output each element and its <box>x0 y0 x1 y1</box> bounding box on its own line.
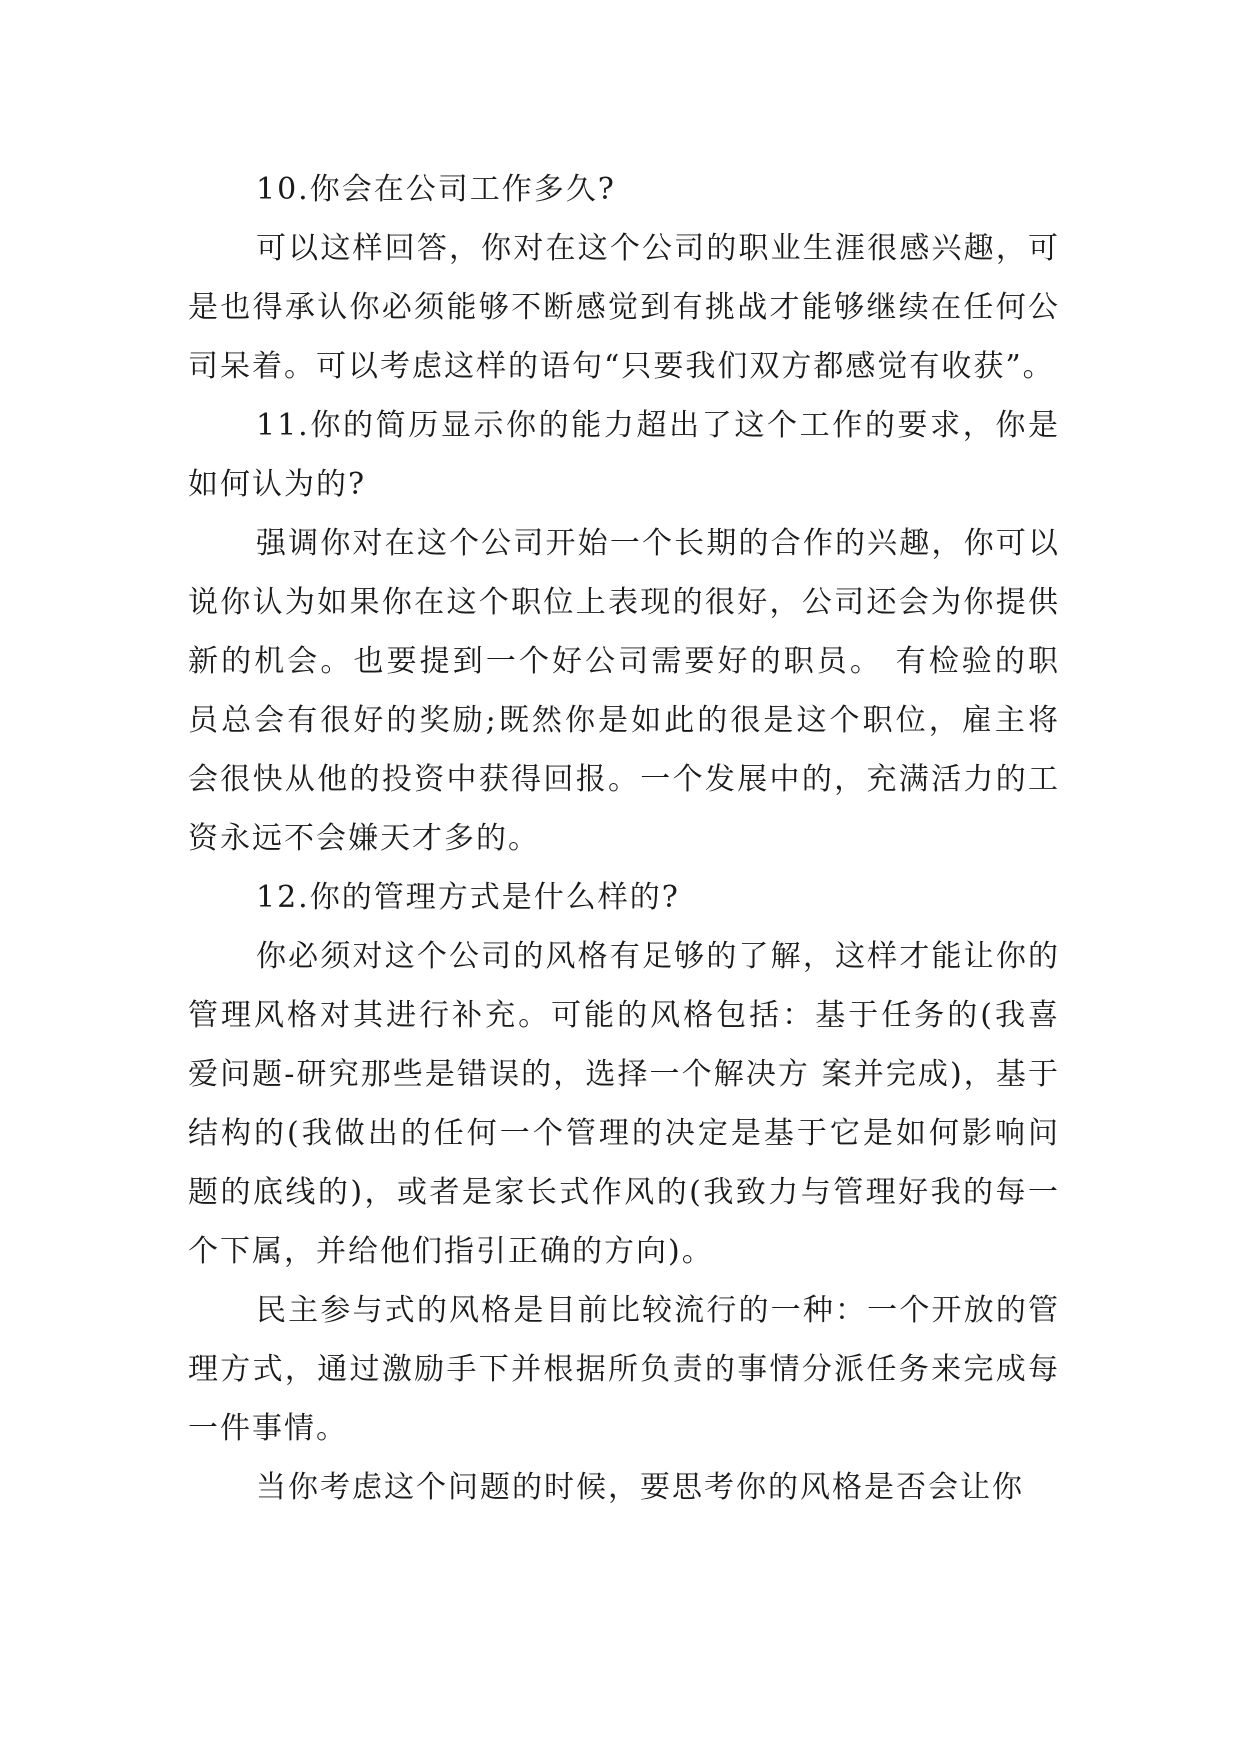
question-11-heading: 11.你的简历显示你的能力超出了这个工作的要求，你是如何认为的? <box>188 408 1060 502</box>
answer-12-paragraph-2: 民主参与式的风格是目前比较流行的一种：一个开放的管理方式，通过激励手下并根据所负责的事情分派任务来完成每一件事情。 <box>188 1293 1060 1446</box>
answer-12-paragraph-3: 当你考虑这个问题的时候，要思考你的风格是否会让你 <box>256 1470 1024 1505</box>
question-10-heading: 10.你会在公司工作多久? <box>256 172 616 207</box>
question-12-heading: 12.你的管理方式是什么样的? <box>256 880 680 915</box>
answer-12-paragraph: 你必须对这个公司的风格有足够的了解，这样才能让你的管理风格对其进行补充。可能的风格包括：基于任务的(我喜爱问题-研究那些是错误的，选择一个解决方 案并完成)，基于结构的(我做出的任何一个管理的决定是基于它是如何影响问题的底线的)，或者是家长式作风的(我致力与管理好我的每一个下属，并给他们指引正确的方向)。 <box>188 939 1060 1269</box>
document-body <box>188 160 1060 1517</box>
answer-11-paragraph: 强调你对在这个公司开始一个长期的合作的兴趣，你可以说你认为如果你在这个职位上表现的很好，公司还会为你提供新的机会。也要提到一个好公司需要好的职员。 有检验的职员总会有很好的奖励;既然你是如此的很是这个职位，雇主将会很快从他的投资中获得回报。一个发展中的，充满活力的工资永远不会嫌天才多的。 <box>188 526 1060 856</box>
answer-10-paragraph: 可以这样回答，你对在这个公司的职业生涯很感兴趣，可是也得承认你必须能够不断感觉到有挑战才能够继续在任何公司呆着。可以考虑这样的语句“只要我们双方都感觉有收获”。 <box>188 231 1060 384</box>
